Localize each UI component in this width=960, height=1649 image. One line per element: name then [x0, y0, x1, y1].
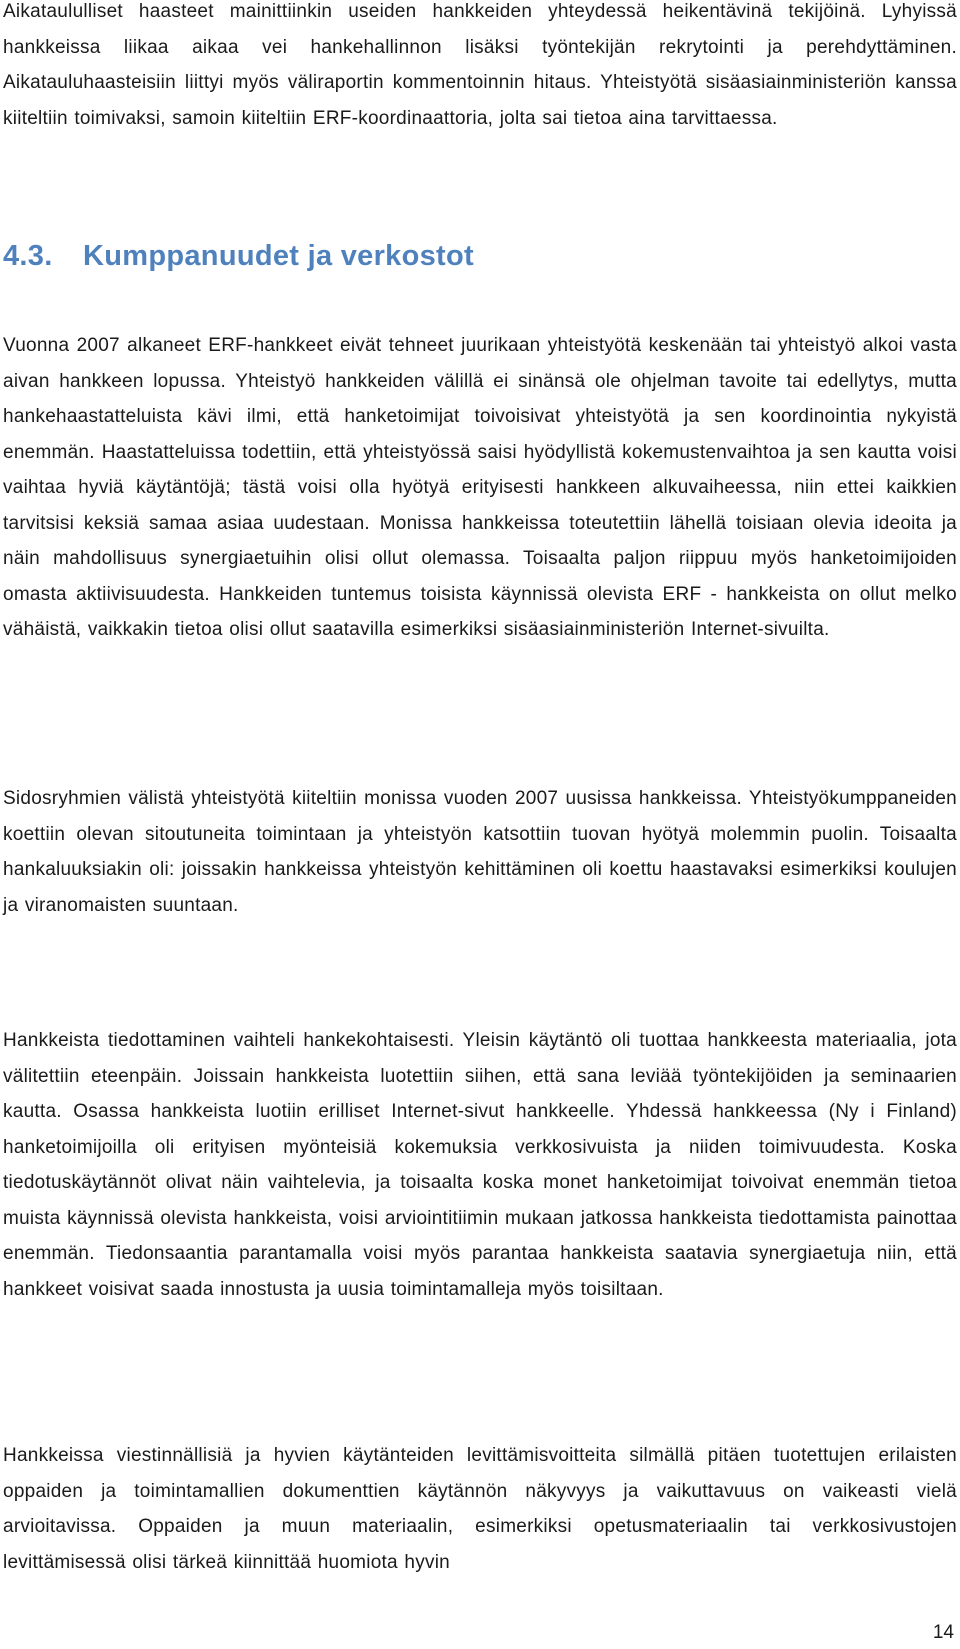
paragraph-communication: Hankkeista tiedottaminen vaihteli hankekohtaisesti. Yleisin käytäntö oli tuottaa hankkeesta materiaalia, jota välitettiin eteenpäin. Joissain hankkeista luotettiin siihen, että sana leviää työntekijöiden ja seminaarien kautta. Osassa hankkeista luotiin erilliset Internet-sivut hankkeelle. Yhdessä hankkeessa (Ny i Finland) hanketoimijoilla oli erityisen myönteisiä kokemuksia verkkosivuista ja niiden toimivuudesta. Koska tiedotuskäytännöt olivat näin vaihtelevia, ja toisaalta koska monet hanketoimijat toivoivat enemmän tietoa muista käynnissä olevista hankkeista, voisi arviointitiimin mukaan jatkossa hankkeista tiedottamista painottaa enemmän. Tiedonsaantia parantamalla voisi myös parantaa hankkeista saatavia synergiaetuja niin, että hankkeet voisivat saada innostusta ja uusia toimintamalleja myös toisiltaan. [3, 1030, 957, 1300]
paragraph-stakeholders: Sidosryhmien välistä yhteistyötä kiiteltiin monissa vuoden 2007 uusissa hankkeissa. Yhteistyökumppaneiden koettiin olevan sitoutuneita toimintaan ja yhteistyön katsottiin tuovan hyötyä molemmin puolin. Toisaalta hankaluuksiakin oli: joissakin hankkeissa yhteistyön kehittäminen oli koettu haastavaksi esimerkiksi koulujen ja viranomaisten suuntaan. [3, 788, 957, 916]
intro-paragraph: Aikataululliset haasteet mainittiinkin useiden hankkeiden yhteydessä heikentävinä tekijöinä. Lyhyissä hankkeissa liikaa aikaa vei hankehallinnon lisäksi työntekijän rekrytointi ja perehdyttäminen. Aikatauluhaasteisiin liittyi myös väliraportin kommentoinnin hitaus. Yhteistyötä sisäasiainministeriön kanssa kiiteltiin toimivaksi, samoin kiiteltiin ERF-koordinaattoria, jolta sai tietoa aina tarvittaessa. [3, 1, 957, 129]
section-title: Kumppanuudet ja verkostot [83, 240, 474, 272]
section-heading [3, 240, 474, 273]
page-number: 14 [932, 1622, 954, 1643]
paragraph-cooperation: Vuonna 2007 alkaneet ERF-hankkeet eivät tehneet juurikaan yhteistyötä keskenään tai yhteistyö alkoi vasta aivan hankkeen lopussa. Yhteistyö hankkeiden välillä ei sinänsä ole ohjelman tavoite tai edellytys, mutta hankehaastatteluista kävi ilmi, että hanketoimijat toivoisivat yhteistyötä ja sen koordinointia nykyistä enemmän. Haastatteluissa todettiin, että yhteistyössä saisi hyödyllistä kokemustenvaihtoa ja sen kautta voisi vaihtaa hyviä käytäntöjä; tästä voisi olla hyötyä erityisesti hankkeen alkuvaiheessa, niin ettei kaikkien tarvitsisi keksiä samaa asiaa uudestaan. Monissa hankkeissa toteutettiin lähellä toisiaan olevia ideoita ja näin mahdollisuus synergiaetuihin olisi ollut olemassa. Toisaalta paljon riippuu myös hanketoimijoiden omasta aktiivisuudesta. Hankkeiden tuntemus toisista käynnissä olevista ERF - hankkeista on ollut melko vähäistä, vaikkakin tietoa olisi ollut saatavilla esimerkiksi sisäasiainministeriön Internet-sivuilta. [3, 335, 957, 640]
paragraph-dissemination: Hankkeissa viestinnällisiä ja hyvien käytänteiden levittämisvoitteita silmällä pitäen tuotettujen erilaisten oppaiden ja toimintamallien dokumenttien käytännön näkyvyys ja vaikuttavuus on vaikeasti vielä arvioitavissa. Oppaiden ja muun materiaalin, esimerkiksi opetusmateriaalin tai verkkosivustojen levittämisessä olisi tärkeä kiinnittää huomiota hyvin [3, 1445, 957, 1573]
section-number: 4.3. [3, 240, 53, 272]
